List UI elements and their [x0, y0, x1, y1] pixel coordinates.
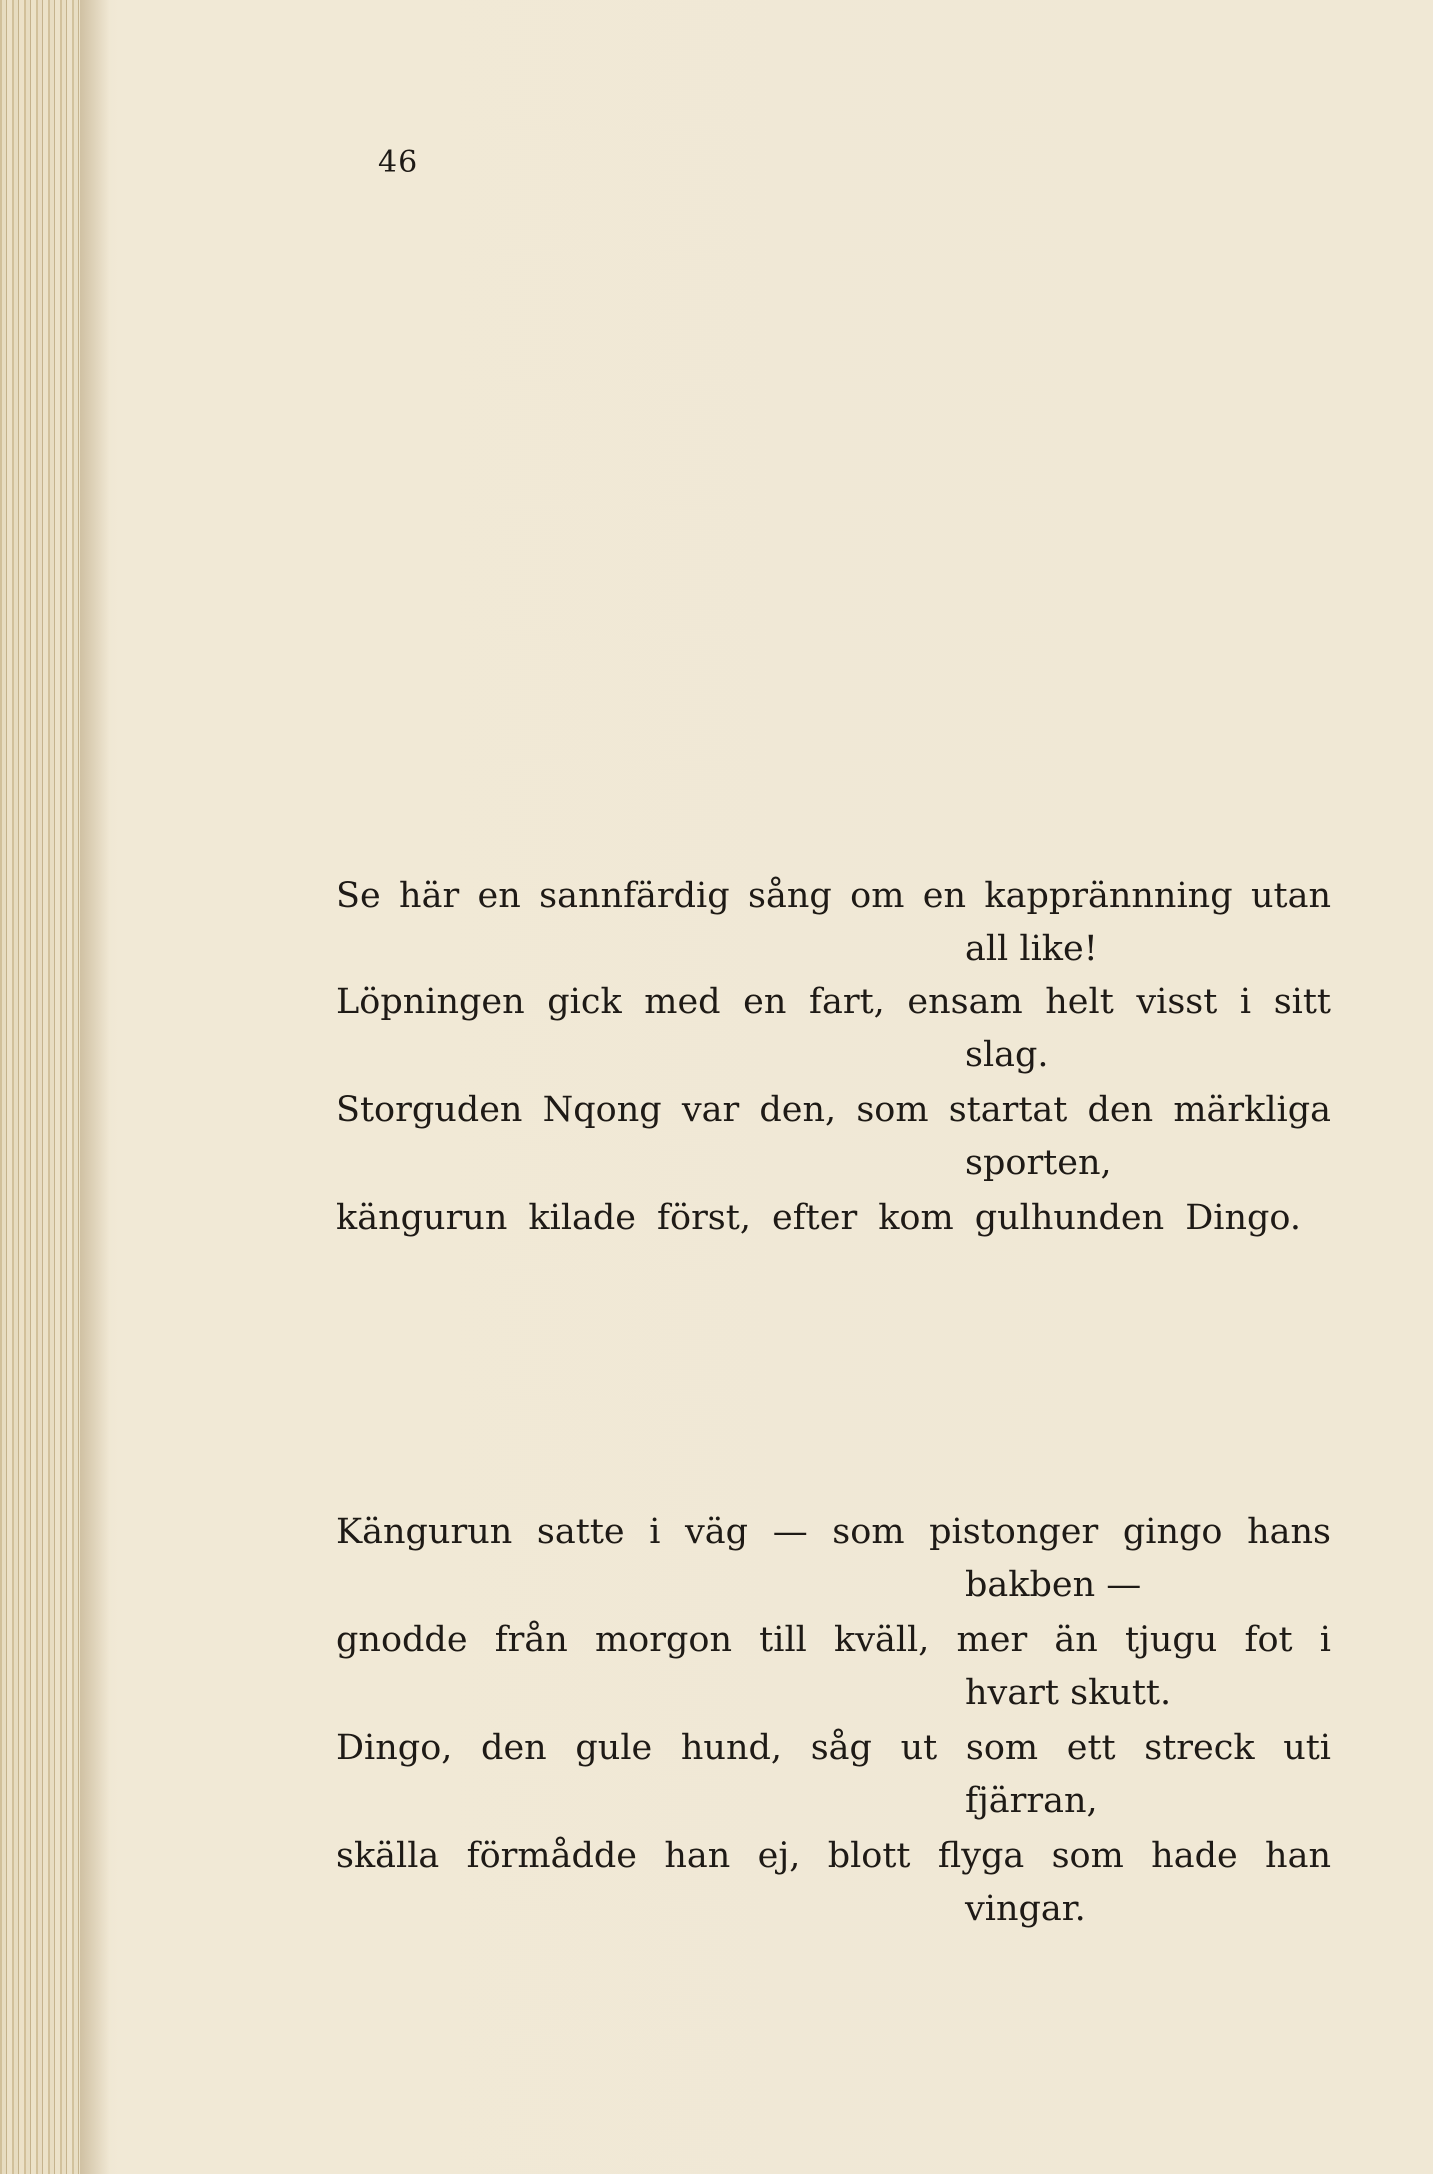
verse-line: Kängurun satte i väg — som pistonger gingo hans [336, 1512, 1331, 1552]
verse-line-continuation: all like! [965, 929, 1098, 969]
gutter-shadow [80, 0, 110, 2174]
verse-line: skälla förmådde han ej, blott flyga som hade han [336, 1836, 1331, 1876]
verse-line: Dingo, den gule hund, såg ut som ett streck uti [336, 1728, 1331, 1768]
verse-line: gnodde från morgon till kväll, mer än tjugu fot i [336, 1620, 1331, 1660]
verse-line-continuation: fjärran, [965, 1781, 1098, 1821]
verse-line-continuation: vingar. [965, 1889, 1086, 1929]
verse-line-continuation: bakben — [965, 1565, 1142, 1605]
verse-line: Se här en sannfärdig sång om en kapprännning utan [336, 876, 1331, 916]
verse-line: Löpningen gick med en fart, ensam helt visst i sitt [336, 982, 1331, 1022]
page-edge-stack [0, 0, 80, 2174]
verse-line-continuation: slag. [965, 1035, 1049, 1075]
verse-line: kängurun kilade först, efter kom gulhunden Dingo. [336, 1198, 1301, 1238]
verse-line-continuation: sporten, [965, 1143, 1112, 1183]
verse-line-continuation: hvart skutt. [965, 1673, 1172, 1713]
verse-line: Storguden Nqong var den, som startat den märkliga [336, 1090, 1331, 1130]
page-number: 46 [378, 145, 419, 180]
